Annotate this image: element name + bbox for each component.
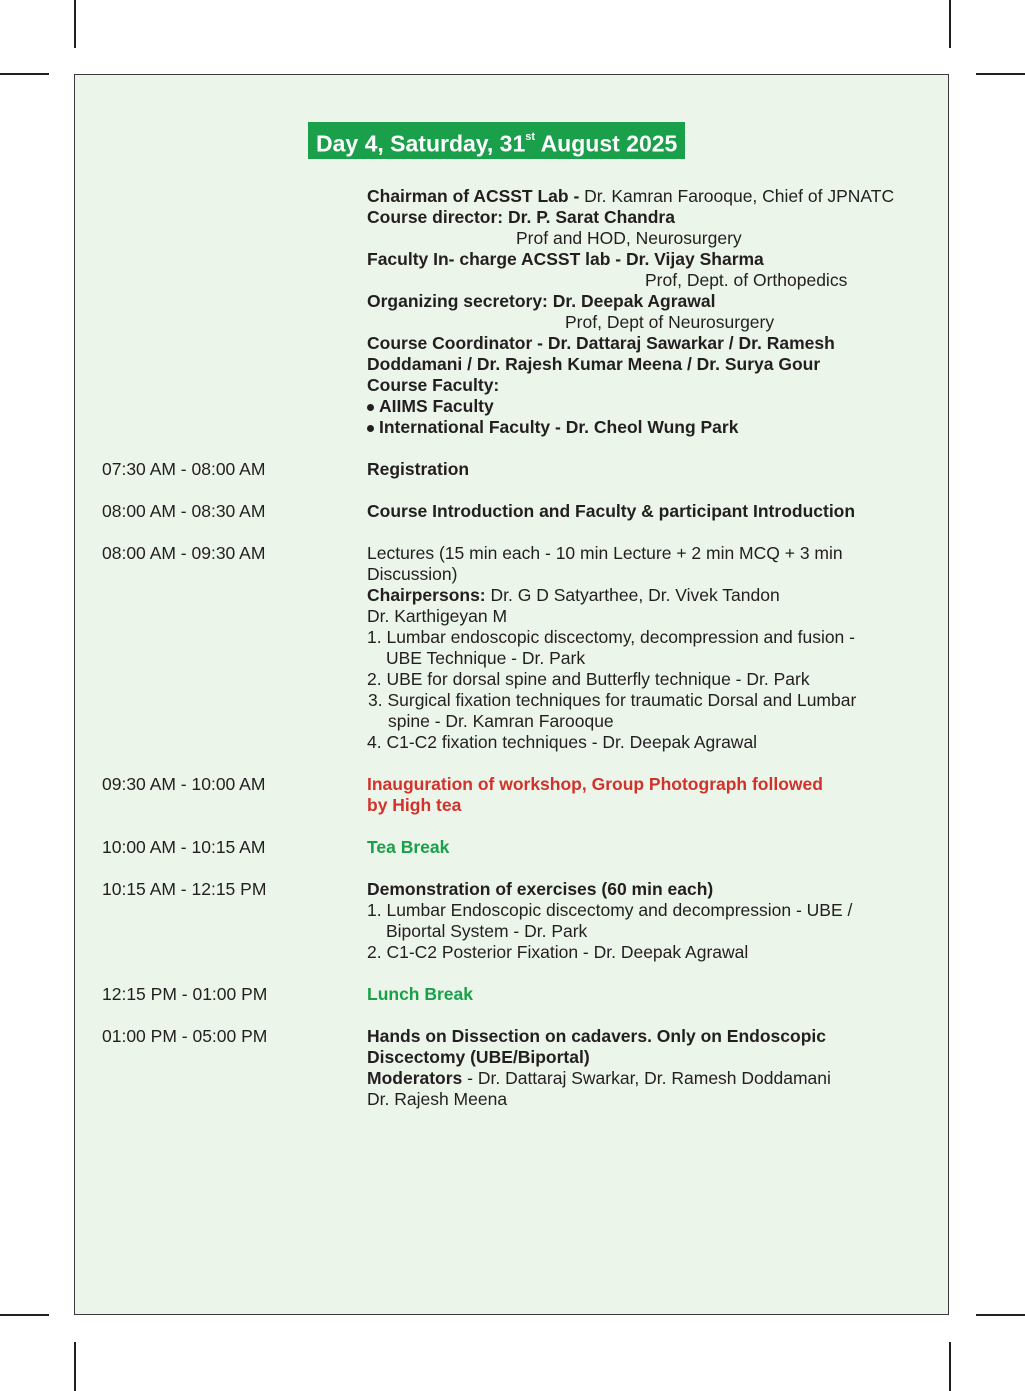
demo-item: 2. C1-C2 Posterior Fixation - Dr. Deepak Agrawal <box>367 942 749 962</box>
tea-break: Tea Break <box>367 837 450 857</box>
lecture-item-cont: UBE Technique - Dr. Park <box>386 648 586 668</box>
crop-mark-bottom-right-v <box>949 1342 951 1391</box>
chairman-label: Chairman of ACSST Lab - <box>367 186 585 206</box>
slot-title: Demonstration of exercises (60 min each) <box>367 879 714 899</box>
chairpersons-value: Dr. G D Satyarthee, Dr. Vivek Tandon <box>485 585 780 605</box>
chairpersons-line <box>367 585 780 606</box>
slot-line: Lectures (15 min each - 10 min Lecture + 2 min MCQ + 3 min <box>367 543 843 563</box>
crop-mark-bottom-left-h <box>0 1314 49 1316</box>
organizing-secretary-role: Prof, Dept of Neurosurgery <box>565 312 775 332</box>
demo-item: 1. Lumbar Endoscopic discectomy and decompression - UBE / <box>367 900 853 920</box>
slot-title: Hands on Dissection on cadavers. Only on Endoscopic <box>367 1026 826 1046</box>
slot-line: Dr. Karthigeyan M <box>367 606 508 626</box>
crop-mark-top-right-h <box>976 73 1025 75</box>
slot-time: 09:30 AM - 10:00 AM <box>102 774 266 794</box>
moderators-value: - Dr. Dattaraj Swarkar, Dr. Ramesh Doddamani <box>462 1068 831 1088</box>
slot-title: Course Introduction and Faculty & participant Introduction <box>367 501 856 521</box>
faculty-item <box>367 396 494 417</box>
faculty-incharge-role: Prof, Dept. of Orthopedics <box>645 270 848 290</box>
course-director: Course director: Dr. P. Sarat Chandra <box>367 207 675 227</box>
lunch-break: Lunch Break <box>367 984 473 1004</box>
inauguration-line: by High tea <box>367 795 462 815</box>
course-coordinator-2: Doddamani / Dr. Rajesh Kumar Meena / Dr. Surya Gour <box>367 354 821 374</box>
moderators-label: Moderators <box>367 1068 463 1088</box>
course-director-role: Prof and HOD, Neurosurgery <box>516 228 742 248</box>
day-title-month: August 2025 <box>535 130 678 157</box>
faculty-item <box>367 417 738 438</box>
crop-mark-bottom-left-v <box>74 1342 76 1391</box>
day-title-superscript: st <box>525 131 536 143</box>
chairman-value: Dr. Kamran Farooque, Chief of JPNATC <box>584 186 895 206</box>
slot-time: 08:00 AM - 08:30 AM <box>102 501 266 521</box>
lecture-item-cont: spine - Dr. Kamran Farooque <box>388 711 614 731</box>
moderators-line <box>367 1068 831 1089</box>
slot-time: 01:00 PM - 05:00 PM <box>102 1026 268 1046</box>
lecture-item: 4. C1-C2 fixation techniques - Dr. Deepak Agrawal <box>367 732 758 752</box>
slot-title: Discectomy (UBE/Biportal) <box>367 1047 590 1067</box>
slot-time: 12:15 PM - 01:00 PM <box>102 984 268 1004</box>
day-title <box>308 122 685 159</box>
slot-time: 10:15 AM - 12:15 PM <box>102 879 267 899</box>
slot-time: 08:00 AM - 09:30 AM <box>102 543 266 563</box>
slot-line: Dr. Rajesh Meena <box>367 1089 508 1109</box>
crop-mark-top-left-h <box>0 73 49 75</box>
bullet-icon <box>367 425 374 432</box>
crop-mark-top-right-v <box>949 0 951 48</box>
crop-mark-bottom-right-h <box>976 1314 1025 1316</box>
chairpersons-label: Chairpersons: <box>367 585 486 605</box>
lecture-item: 2. UBE for dorsal spine and Butterfly technique - Dr. Park <box>367 669 810 689</box>
slot-title: Registration <box>367 459 470 479</box>
demo-item-cont: Biportal System - Dr. Park <box>386 921 588 941</box>
organizing-secretary: Organizing secretory: Dr. Deepak Agrawal <box>367 291 716 311</box>
slot-time: 07:30 AM - 08:00 AM <box>102 459 266 479</box>
chairman-line <box>367 186 894 207</box>
crop-mark-top-left-v <box>74 0 76 48</box>
faculty-item-label: AIIMS Faculty <box>379 396 494 416</box>
slot-time: 10:00 AM - 10:15 AM <box>102 837 266 857</box>
faculty-incharge: Faculty In- charge ACSST lab - Dr. Vijay Sharma <box>367 249 764 269</box>
inauguration-line: Inauguration of workshop, Group Photograph followed <box>367 774 823 794</box>
bullet-icon <box>367 404 374 411</box>
lecture-item: 1. Lumbar endoscopic discectomy, decompression and fusion - <box>367 627 855 647</box>
faculty-item-label: International Faculty - Dr. Cheol Wung Park <box>379 417 739 437</box>
lecture-item: 3. Surgical fixation techniques for traumatic Dorsal and Lumbar <box>368 690 857 710</box>
day-title-main: Day 4, Saturday, 31 <box>316 130 526 157</box>
course-faculty-heading: Course Faculty: <box>367 375 500 395</box>
slot-line: Discussion) <box>367 564 458 584</box>
course-coordinator-1: Course Coordinator - Dr. Dattaraj Sawarkar / Dr. Ramesh <box>367 333 835 353</box>
